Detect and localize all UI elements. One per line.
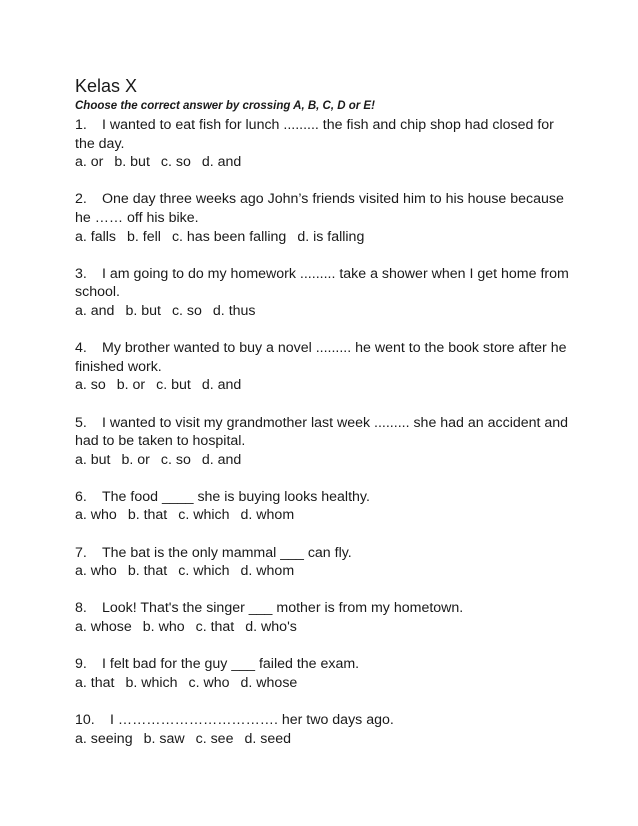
answer-option[interactable]: a. who <box>75 563 117 580</box>
answer-option[interactable]: b. or <box>116 377 146 394</box>
answer-options <box>75 302 570 321</box>
question-item <box>75 190 570 246</box>
question-text-line <box>75 544 570 563</box>
question-text: I felt bad for the guy ___ failed the exam. <box>102 656 360 673</box>
question-number: 7. <box>75 544 87 561</box>
answer-option[interactable]: b. who <box>142 619 185 636</box>
answer-option[interactable]: b. but <box>125 302 161 319</box>
question-number: 5. <box>75 414 87 431</box>
answer-option[interactable]: d. whom <box>240 507 295 524</box>
question-number: 9. <box>75 656 87 673</box>
answer-option[interactable]: a. but <box>75 451 111 468</box>
question-number: 3. <box>75 265 87 282</box>
question-text: The food ____ she is buying looks healthy. <box>102 488 370 505</box>
question-text: Look! That's the singer ___ mother is from my hometown. <box>102 600 464 617</box>
answer-option[interactable]: c. see <box>195 730 234 747</box>
question-text: One day three weeks ago John’s friends visited him to his house because he …… off his bike. <box>75 191 564 226</box>
answer-option[interactable]: a. seeing <box>75 730 133 747</box>
answer-option[interactable]: c. but <box>156 377 191 394</box>
answer-option[interactable]: c. which <box>178 507 230 524</box>
answer-option[interactable]: d. and <box>201 154 242 171</box>
question-text-line <box>75 711 570 730</box>
question-text: I am going to do my homework ......... take a shower when I get home from school. <box>75 265 569 301</box>
question-text-line <box>75 414 570 451</box>
answer-options <box>75 618 570 637</box>
answer-option[interactable]: b. saw <box>143 730 185 747</box>
answer-option[interactable]: d. and <box>201 377 242 394</box>
answer-options <box>75 674 570 693</box>
answer-options <box>75 376 570 395</box>
answer-option[interactable]: b. but <box>114 154 150 171</box>
answer-option[interactable]: c. has been falling <box>171 228 287 245</box>
page-title: Kelas X <box>75 76 138 96</box>
question-item <box>75 339 570 395</box>
answer-option[interactable]: b. that <box>127 507 168 524</box>
worksheet-page <box>75 74 570 748</box>
question-item <box>75 414 570 470</box>
question-text-line <box>75 265 570 302</box>
answer-options <box>75 451 570 470</box>
question-text: I ……………………………. her two days ago. <box>110 712 394 728</box>
answer-option[interactable]: d. is falling <box>297 228 365 245</box>
question-item <box>75 655 570 692</box>
question-text-line <box>75 190 570 227</box>
answer-option[interactable]: c. so <box>160 154 191 171</box>
answer-option[interactable]: a. or <box>75 154 104 171</box>
question-number: 1. <box>75 117 87 133</box>
answer-options <box>75 562 570 581</box>
answer-option[interactable]: a. and <box>75 302 115 319</box>
question-number: 10. <box>75 712 95 728</box>
question-item <box>75 599 570 636</box>
answer-option[interactable]: a. falls <box>75 228 117 245</box>
answer-option[interactable]: c. which <box>178 563 230 580</box>
answer-options <box>75 730 570 749</box>
answer-options <box>75 506 570 525</box>
answer-option[interactable]: c. so <box>160 451 191 468</box>
question-text: My brother wanted to buy a novel ......... he went to the book store after he finished work. <box>75 340 567 375</box>
question-text: I wanted to visit my grandmother last week ......... she had an accident and had to be taken to hospital. <box>75 414 569 450</box>
answer-option[interactable]: d. whom <box>240 563 295 580</box>
question-item <box>75 116 570 172</box>
answer-option[interactable]: c. so <box>171 302 202 319</box>
instructions: Choose the correct answer by crossing A, B, C, D or E! <box>75 100 375 112</box>
question-text: The bat is the only mammal ___ can fly. <box>102 544 352 561</box>
question-number: 2. <box>75 191 87 208</box>
answer-option[interactable]: b. that <box>127 563 168 580</box>
answer-option[interactable]: c. that <box>195 619 235 636</box>
answer-option[interactable]: b. fell <box>127 228 161 245</box>
answer-option[interactable]: a. so <box>75 377 106 394</box>
question-number: 4. <box>75 340 87 357</box>
question-item <box>75 265 570 321</box>
answer-option[interactable]: a. whose <box>75 619 132 636</box>
answer-options <box>75 228 570 247</box>
question-item <box>75 488 570 525</box>
answer-option[interactable]: d. seed <box>244 730 292 747</box>
question-text-line <box>75 339 570 376</box>
answer-option[interactable]: a. that <box>75 674 115 691</box>
answer-option[interactable]: d. who's <box>245 619 297 636</box>
question-text: I wanted to eat fish for lunch ......... the fish and chip shop had closed for the day. <box>75 117 554 152</box>
answer-option[interactable]: d. thus <box>212 302 256 319</box>
question-text-line <box>75 655 570 674</box>
answer-option[interactable]: b. which <box>125 674 178 691</box>
answer-options <box>75 153 570 172</box>
question-text-line <box>75 488 570 507</box>
question-list <box>75 116 570 748</box>
answer-option[interactable]: d. whose <box>240 674 298 691</box>
question-text-line <box>75 116 570 153</box>
answer-option[interactable]: a. who <box>75 507 117 524</box>
answer-option[interactable]: d. and <box>201 451 242 468</box>
question-number: 6. <box>75 488 87 505</box>
question-number: 8. <box>75 600 87 617</box>
question-item <box>75 711 570 748</box>
answer-option[interactable]: c. who <box>188 674 230 691</box>
answer-option[interactable]: b. or <box>121 451 150 468</box>
question-item <box>75 544 570 581</box>
question-text-line <box>75 599 570 618</box>
